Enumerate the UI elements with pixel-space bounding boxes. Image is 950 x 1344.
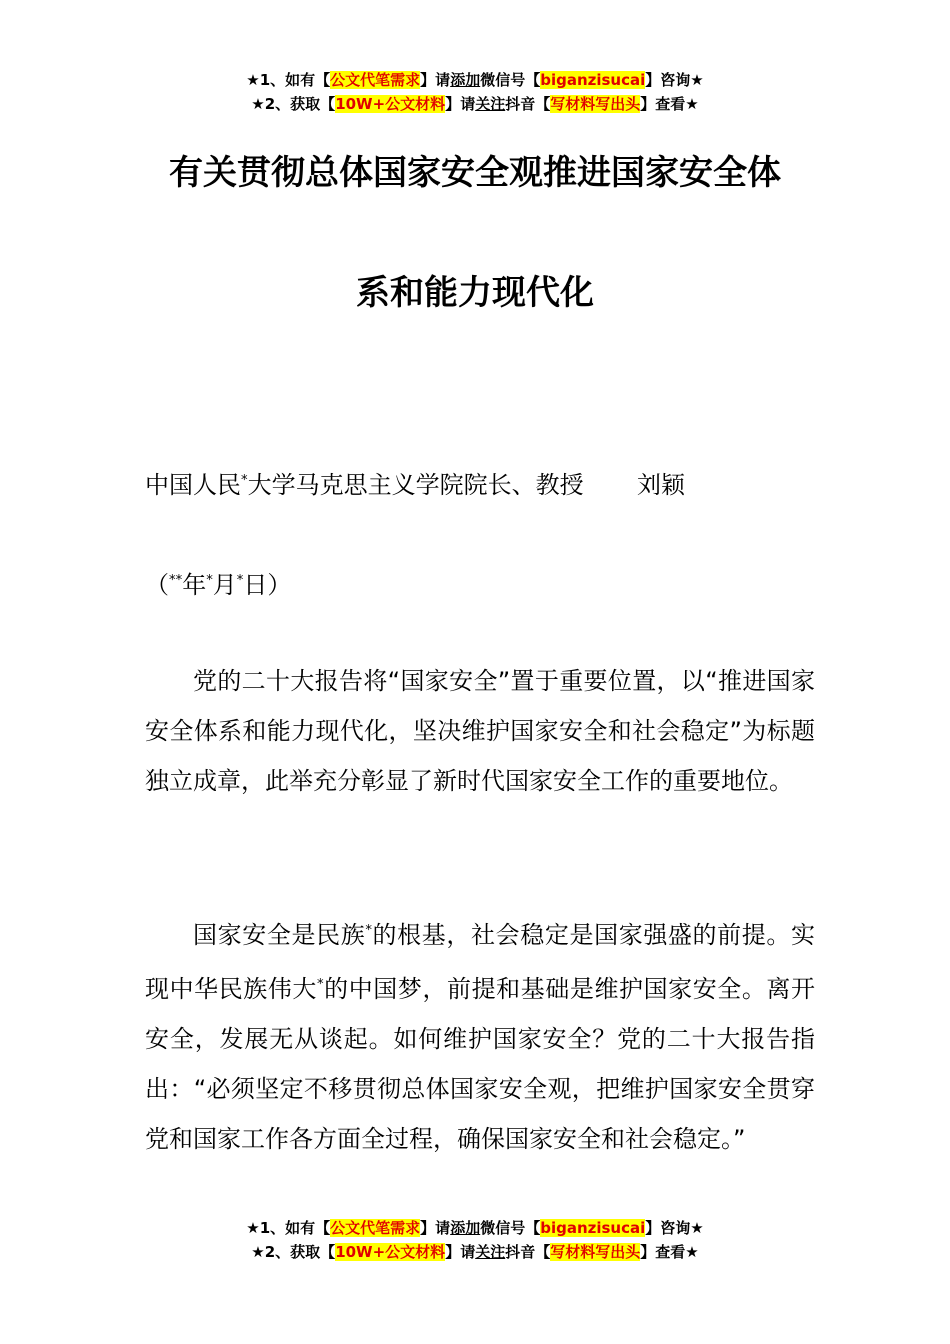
document-title-line-1: 有关贯彻总体国家安全观推进国家安全体 <box>169 153 781 193</box>
promo-line-2: ★2、获取【10W+公文材料】请关注抖音【写材料写出头】查看★ <box>251 1243 699 1261</box>
promo-highlight: biganzisucai <box>540 1219 646 1237</box>
author-name: 刘颖 <box>637 471 685 500</box>
promo-highlight: biganzisucai <box>540 71 646 89</box>
promo-highlight: 10W+公文材料 <box>335 95 446 113</box>
promo-line-1: ★1、如有【公文代笔需求】请添加微信号【biganzisucai】咨询★ <box>246 1219 704 1237</box>
promo-highlight: 写材料写出头 <box>550 95 641 113</box>
document-title-line-2: 系和能力现代化 <box>356 273 594 313</box>
author-line: 中国人民*大学马克思主义学院院长、教授 刘颖 <box>145 471 685 500</box>
body-paragraph-2: 国家安全是民族*的根基，社会稳定是国家强盛的前提。实现中华民族伟大*的中国梦，前提和基础是维护国家安全。离开安全，发展无从谈起。如何维护国家安全？党的二十大报告指出：“必须坚定不移贯彻总体国家安全观，把维护国家安全贯穿党和国家工作各方面全过程，确保国家安全和社会稳定。” <box>145 921 816 1154</box>
footer-promo-banner <box>0 1216 950 1264</box>
body-paragraph-1: 党的二十大报告将“国家安全”置于重要位置，以“推进国家安全体系和能力现代化，坚决维护国家安全和社会稳定”为标题独立成章，此举充分彰显了新时代国家安全工作的重要地位。 <box>145 667 815 795</box>
promo-highlight: 公文代笔需求 <box>330 1219 421 1237</box>
promo-highlight: 公文代笔需求 <box>330 71 421 89</box>
promo-line-1: ★1、如有【公文代笔需求】请添加微信号【biganzisucai】咨询★ <box>246 71 704 89</box>
promo-highlight: 10W+公文材料 <box>335 1243 446 1261</box>
promo-line-2: ★2、获取【10W+公文材料】请关注抖音【写材料写出头】查看★ <box>251 95 699 113</box>
date-line: （**年*月*日） <box>145 571 292 600</box>
promo-highlight: 写材料写出头 <box>550 1243 641 1261</box>
header-promo-banner <box>0 68 950 116</box>
